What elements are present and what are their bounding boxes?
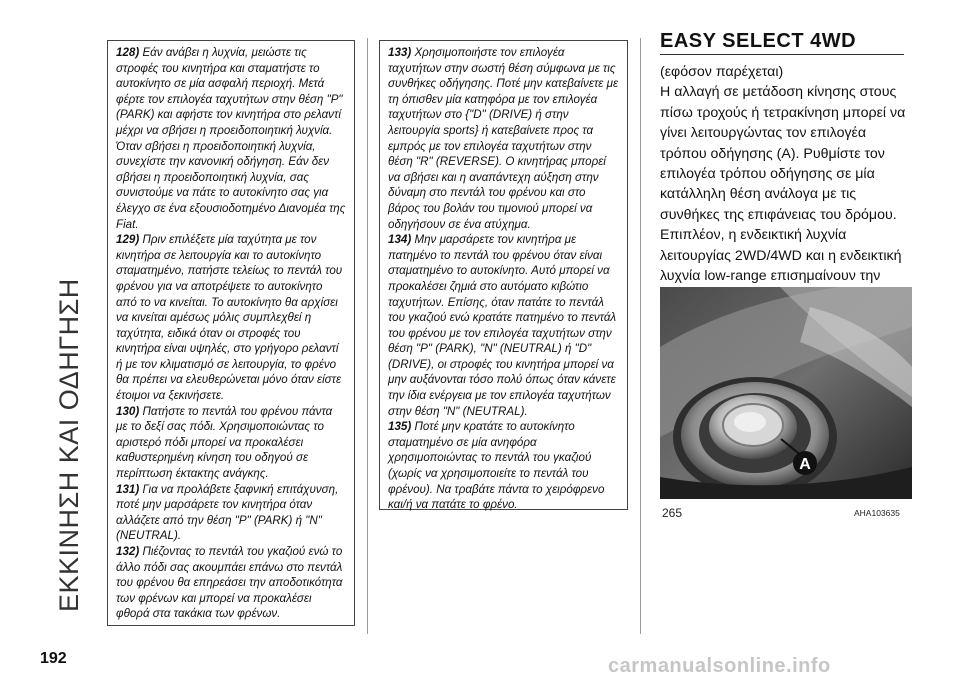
note-text: Ποτέ μην κρατάτε το αυτοκίνητο σταματημένο σε μία ανηφόρα χρησιμοποιώντας το πεντάλ του γκαζιού (χωρίς να χρησιμοποιείτε το πεντάλ του φρένου). Να τραβάτε πάντα το χειρόφρενο και/ή να πατάτε το φρένο.: [388, 420, 605, 512]
note-132: [116, 544, 346, 622]
watermark: carmanualsonline.info: [608, 655, 831, 677]
note-129: [116, 232, 346, 404]
title-underline: [660, 54, 904, 55]
note-131: [116, 482, 346, 544]
body-paragraph: Η αλλαγή σε μετάδοση κίνησης στους πίσω τροχούς ή τετρακίνηση μπορεί να γίνει λειτουργώντας τον επιλογέα τρόπου οδήγησης (A). Ρυθμίστε τον επιλογέα τρόπου οδήγησης σε μία κατάλληλη θέση ανάλογα με τις συνθήκες της επιφάνειας του δρόμου. Επιπλέον, η ενδεικτική λυχνία λειτουργίας 2WD/4WD και η ενδεικτική λυχνία low-range επισημαίνουν την: [660, 84, 906, 285]
note-number: 128): [116, 46, 140, 59]
section-title: EASY SELECT 4WD: [660, 30, 857, 52]
note-133: [388, 45, 619, 232]
warning-notes-box-right: [379, 40, 628, 510]
note-number: 132): [116, 545, 140, 558]
note-number: 131): [116, 482, 140, 496]
note-text: Εάν ανάβει η λυχνία, μειώστε τις στροφές του κινητήρα και σταματήστε το αυτοκίνητο σε μία ασφαλή περιοχή. Μετά φέρτε τον επιλογέα ταχυτήτων στην θέση "P" (PARK) και αφήστε τον κινητήρα στο ρελαντί μέχρι να σβήσει η προειδοποιητική λυχνία. Όταν σβήσει η προειδοποιητική λυχνία, συνεχίστε την κανονική οδήγηση. Εάν δεν σβήσει η προειδοποιητική λυχνία, σας συνιστούμε να πάτε το αυτοκίνητο σας για έλεγχο σε ένα εξουσιοδοτημένο Διανομέα της Fiat.: [116, 46, 346, 231]
note-text: Πριν επιλέξετε μία ταχύτητα με τον κινητήρα σε λειτουργία και το αυτοκίνητο σταματημένο, πατήστε τελείως το πεντάλ του φρένου για να αποτρέψετε το αυτοκίνητο από το να κινείται. Το αυτοκίνητο θα αρχίσει να κινείται αμέσως μόλις συμπλεχθεί η ταχύτητα, ειδικά όταν οι στροφές του κινητήρα είναι υψηλές, στο γρήγορο ρελαντί ή με τον κλιματισμό σε λειτουργία, το φρένο θα πρέπει να ελευθερώνεται μόνο όταν είστε έτοιμοι να ξεκινήσετε.: [116, 233, 343, 403]
note-text: Μην μαρσάρετε τον κινητήρα με πατημένο το πεντάλ του φρένου όταν είναι σταματημένο το αυτοκίνητο. Αυτό μπορεί να προκαλέσει ζημιά στο αυτόματο κιβώτιο ταχυτήτων. Επίσης, όταν πατάτε το πεντάλ του γκαζιού ενώ κρατάτε πατημένο το πεντάλ του φρένου με τον επιλογέα ταχυτήτων στην θέση "P" (PARK), "N" (NEUTRAL) ή "D" (DRIVE), οι στροφές του κινητήρα μπορεί να μην αυξάνονται τόσο πολύ όπως όταν κάνετε την ίδια ενέργεια με τον επιλογέα ταχυτήτων στην θέση "N" (NEUTRAL).: [388, 233, 617, 418]
column-divider: [640, 38, 641, 634]
chapter-side-title: [52, 20, 92, 620]
note-number: 129): [116, 233, 140, 247]
availability-note: (εφόσον παρέχεται): [660, 64, 784, 80]
note-text: Πιέζοντας το πεντάλ του γκαζιού ενώ το άλλο πόδι σας ακουμπάει επάνω στο πεντάλ του φρένου θα επηρεάσει την αποδοτικότητα των φρένων και μπορεί να προκαλέσει φθορά στα τακάκια των φρένων.: [116, 545, 343, 621]
note-text: Πατήστε το πεντάλ του φρένου πάντα με το δεξί σας πόδι. Χρησιμοποιώντας το αριστερό πόδι μπορεί να προκαλέσει καθυστερημένη κίνηση του οδηγού σε περίπτωση έκτακτης ανάγκης.: [116, 404, 333, 481]
note-number: 135): [388, 420, 412, 434]
callout-a-label: A: [799, 456, 811, 473]
note-135: [388, 419, 619, 513]
note-128: [116, 45, 346, 232]
note-130: [116, 404, 346, 482]
figure-number: 265: [662, 506, 683, 520]
note-text: Για να προλάβετε ξαφνική επιτάχυνση, ποτέ μην μαρσάρετε τον κινητήρα όταν αλλάζετε από την θέση "P" (PARK) ή "N" (NEUTRAL).: [116, 482, 339, 543]
chapter-side-title-text: ΕΚΚΙΝΗΣΗ ΚΑΙ ΟΔΗΓΗΣΗ: [54, 278, 84, 612]
drive-mode-selector-photo: [660, 287, 912, 499]
page-number: 192: [40, 650, 67, 667]
note-134: [388, 232, 619, 419]
drive-mode-selector-illustration: [660, 287, 912, 499]
note-number: 133): [388, 46, 412, 59]
figure-code: AHA103635: [854, 508, 900, 518]
warning-notes-box-left: [107, 40, 355, 626]
note-number: 130): [116, 404, 140, 418]
note-text: Χρησιμοποιήστε τον επιλογέα ταχυτήτων στην σωστή θέση σύμφωνα με τις συνθήκες οδήγησης. Ποτέ μην κατεβαίνετε με τη όπισθεν μία κατηφόρα με τον επιλογέα ταχυτήτων στο {"D" (DRIVE) ή στην λειτουργία sports} ή κατεβαίνετε προς τα εμπρός με τον επιλογέα ταχυτήτων στην θέση "R" (REVERSE). Ο κινητήρας μπορεί να σβήσει και η αναπάντεχη αύξηση στην δύναμη στο πεντάλ του φρένου και στο βάρος του βολάν του τιμονιού μπορεί να οδηγήσουν σε ένα ατύχημα.: [388, 46, 619, 231]
note-number: 134): [388, 233, 412, 247]
column-divider: [367, 38, 368, 634]
